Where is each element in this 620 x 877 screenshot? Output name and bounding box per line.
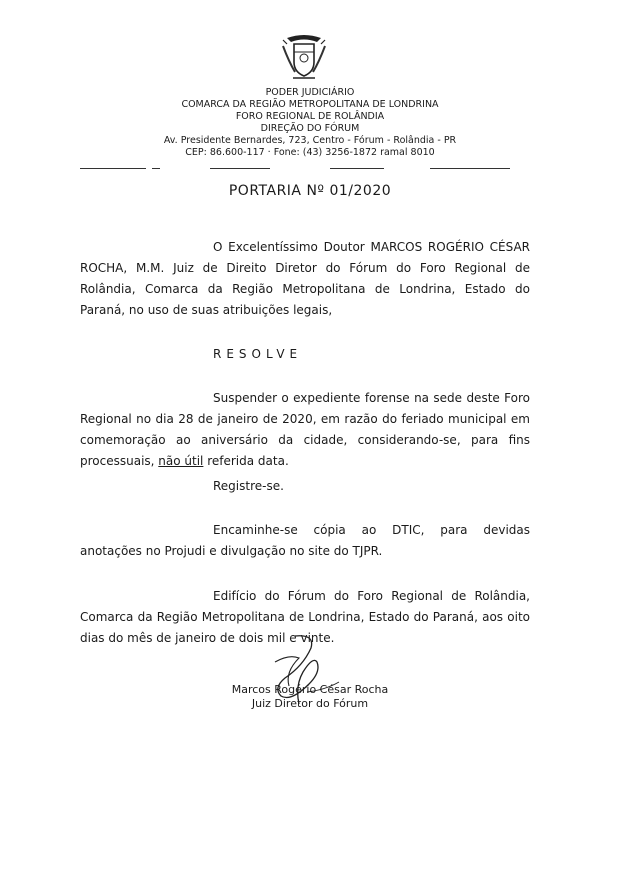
- header-divider: [152, 168, 160, 169]
- header-divider: [80, 168, 146, 169]
- header-address: Av. Presidente Bernardes, 723, Centro - Fórum - Rolândia - PR: [163, 135, 457, 146]
- signer-role: Juiz Diretor do Fórum: [251, 697, 369, 710]
- header-divider: [430, 168, 510, 169]
- resolution-text-end: referida data.: [203, 454, 289, 468]
- forward-text: Encaminhe-se cópia ao DTIC, para devidas anotações no Projudi e divulgação no site do TJPR.: [80, 523, 530, 558]
- header-divider: [210, 168, 270, 169]
- forward-paragraph: [80, 520, 530, 562]
- intro-paragraph: [80, 237, 530, 321]
- closing-text: Edifício do Fórum do Foro Regional de Rolândia, Comarca da Região Metropolitana de Londrina, Estado do Paraná, aos oito dias do mês de janeiro de dois mil e vinte.: [80, 589, 530, 645]
- non-business-day-text: não útil: [158, 454, 204, 468]
- register-clause: Registre-se.: [213, 479, 284, 493]
- document-title: PORTARIA Nº 01/2020: [228, 183, 392, 199]
- header-court: PODER JUDICIÁRIO: [265, 87, 355, 98]
- resolution-text: Suspender o expediente forense na sede deste Foro Regional no dia 28 de janeiro de 2020, em razão do feriado municipal em comemoração ao aniversário da cidade, considerando-se, para fins processuais,: [80, 391, 530, 468]
- coat-of-arms-icon: [279, 32, 329, 82]
- header-divider: [330, 168, 384, 169]
- signer-name: Marcos Rogério César Rocha: [231, 683, 389, 696]
- header-direcao: DIREÇÃO DO FÓRUM: [260, 123, 360, 134]
- header-foro: FORO REGIONAL DE ROLÂNDIA: [235, 111, 385, 122]
- resolve-heading: RESOLVE: [213, 347, 303, 361]
- intro-text: O Excelentíssimo Doutor MARCOS ROGÉRIO CÉSAR ROCHA, M.M. Juiz de Direito Diretor do Fórum do Foro Regional de Rolândia, Comarca da Região Metropolitana de Londrina, Estado do Paraná, no uso de suas atribuições legais,: [80, 240, 530, 317]
- resolution-paragraph: [80, 388, 530, 472]
- header-comarca: COMARCA DA REGIÃO METROPOLITANA DE LONDRINA: [181, 99, 439, 110]
- header-contact: CEP: 86.600-117 · Fone: (43) 3256-1872 ramal 8010: [185, 147, 435, 158]
